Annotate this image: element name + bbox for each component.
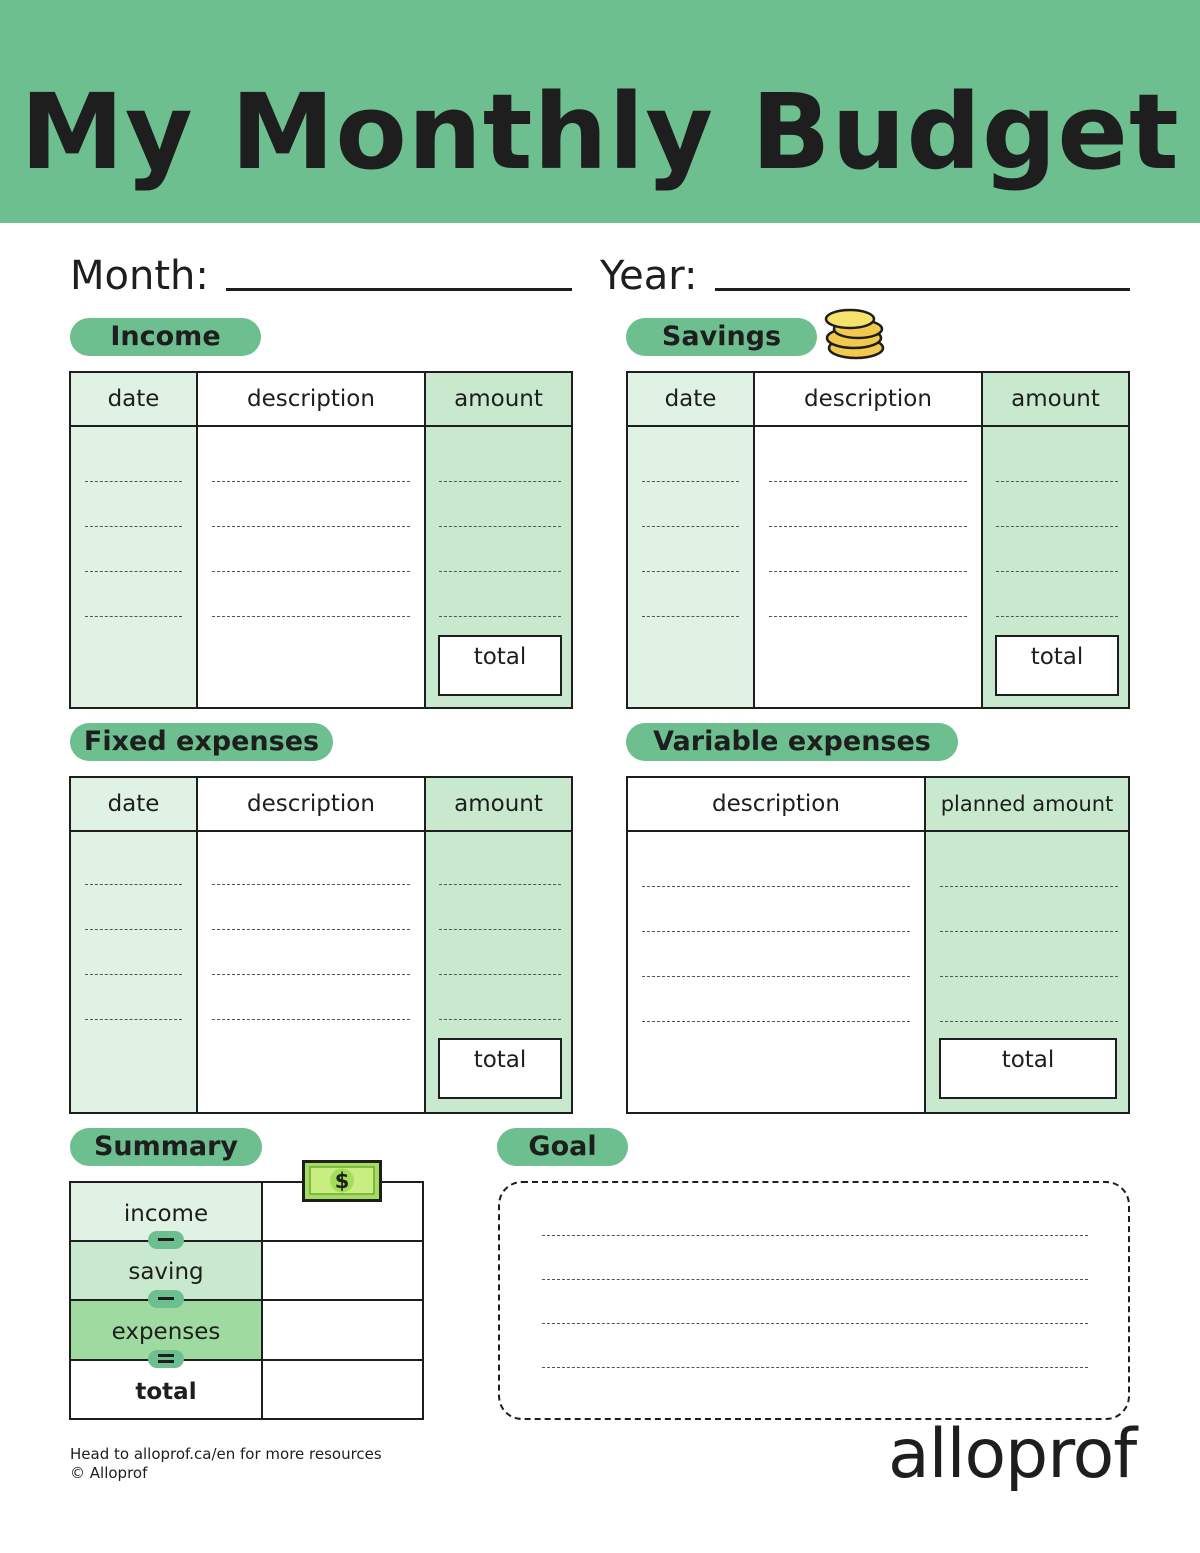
- summary-section-label: Summary: [70, 1128, 262, 1166]
- entry-line: [940, 976, 1118, 977]
- entry-line: [642, 931, 910, 932]
- entry-line: [769, 526, 967, 527]
- savings-date-header: date: [628, 373, 753, 427]
- entry-line: [940, 886, 1118, 887]
- income-amount-column[interactable]: [424, 373, 571, 707]
- entry-line: [439, 884, 561, 885]
- footer-resources-link[interactable]: Head to alloprof.ca/en for more resources: [70, 1445, 382, 1463]
- entry-line: [439, 1019, 561, 1020]
- entry-line: [85, 571, 182, 572]
- entry-line: [642, 616, 739, 617]
- dollar-bill-icon: [302, 1160, 382, 1202]
- fixed-expenses-section-label: Fixed expenses: [70, 723, 333, 761]
- row-divider: [263, 1299, 422, 1301]
- minus-operator-icon: [148, 1290, 184, 1308]
- income-amount-header: amount: [426, 373, 571, 427]
- savings-amount-header: amount: [983, 373, 1128, 427]
- entry-line: [439, 616, 561, 617]
- entry-line: [85, 481, 182, 482]
- fixed-amount-header: amount: [426, 778, 571, 832]
- fixed-description-column[interactable]: [196, 778, 424, 1112]
- variable-description-header: description: [628, 778, 924, 832]
- entry-line: [996, 616, 1118, 617]
- dollar-symbol: $: [334, 1169, 350, 1193]
- entry-line: [212, 481, 410, 482]
- goal-line: [542, 1279, 1088, 1280]
- entry-line: [85, 929, 182, 930]
- income-section-label: Income: [70, 318, 261, 356]
- minus-operator-icon: [148, 1231, 184, 1249]
- entry-line: [642, 481, 739, 482]
- entry-line: [212, 616, 410, 617]
- income-date-column[interactable]: [71, 373, 196, 707]
- summary-expenses-row: expenses: [71, 1301, 261, 1361]
- entry-line: [85, 526, 182, 527]
- variable-planned-amount-header: planned amount: [926, 778, 1128, 832]
- entry-line: [996, 526, 1118, 527]
- entry-line: [439, 526, 561, 527]
- variable-total-box[interactable]: total: [939, 1038, 1117, 1099]
- fixed-total-box[interactable]: total: [438, 1038, 562, 1099]
- entry-line: [940, 931, 1118, 932]
- entry-line: [439, 481, 561, 482]
- fixed-date-header: date: [71, 778, 196, 832]
- entry-line: [85, 884, 182, 885]
- entry-line: [642, 571, 739, 572]
- entry-line: [769, 616, 967, 617]
- goal-line: [542, 1367, 1088, 1368]
- income-description-column[interactable]: [196, 373, 424, 707]
- savings-section-label: Savings: [626, 318, 817, 356]
- month-label: Month:: [70, 253, 209, 299]
- entry-line: [769, 571, 967, 572]
- fixed-date-column[interactable]: [71, 778, 196, 1112]
- alloprof-logo: alloprof: [888, 1415, 1137, 1494]
- equals-operator-icon: [148, 1350, 184, 1368]
- fixed-amount-column[interactable]: [424, 778, 571, 1112]
- year-field[interactable]: [715, 288, 1130, 291]
- income-total-box[interactable]: total: [438, 635, 562, 696]
- savings-date-column[interactable]: [628, 373, 753, 707]
- savings-amount-column[interactable]: [981, 373, 1128, 707]
- goal-line: [542, 1323, 1088, 1324]
- entry-line: [996, 571, 1118, 572]
- row-divider: [263, 1240, 422, 1242]
- entry-line: [769, 481, 967, 482]
- entry-line: [212, 1019, 410, 1020]
- goal-line: [542, 1235, 1088, 1236]
- entry-line: [642, 1021, 910, 1022]
- fixed-expenses-table: [69, 776, 573, 1114]
- summary-total-row: total: [71, 1361, 261, 1418]
- entry-line: [439, 974, 561, 975]
- entry-line: [212, 929, 410, 930]
- variable-expenses-section-label: Variable expenses: [626, 723, 958, 761]
- entry-line: [212, 884, 410, 885]
- variable-description-column[interactable]: [628, 778, 924, 1112]
- variable-expenses-table: [626, 776, 1130, 1114]
- income-table: [69, 371, 573, 709]
- entry-line: [85, 1019, 182, 1020]
- savings-table: [626, 371, 1130, 709]
- page-title: My Monthly Budget: [20, 71, 1180, 193]
- entry-line: [212, 526, 410, 527]
- entry-line: [439, 929, 561, 930]
- income-date-header: date: [71, 373, 196, 427]
- entry-line: [212, 974, 410, 975]
- footer: [70, 1445, 382, 1483]
- entry-line: [996, 481, 1118, 482]
- savings-total-box[interactable]: total: [995, 635, 1119, 696]
- entry-line: [642, 976, 910, 977]
- fixed-description-header: description: [198, 778, 424, 832]
- month-field[interactable]: [226, 288, 572, 291]
- income-description-header: description: [198, 373, 424, 427]
- summary-income-row: income: [71, 1183, 261, 1242]
- entry-line: [85, 616, 182, 617]
- summary-saving-row: saving: [71, 1242, 261, 1301]
- entry-line: [439, 571, 561, 572]
- summary-values-column[interactable]: [261, 1183, 422, 1418]
- variable-planned-amount-column[interactable]: [924, 778, 1128, 1112]
- entry-line: [642, 886, 910, 887]
- savings-description-column[interactable]: [753, 373, 981, 707]
- goal-section-label: Goal: [497, 1128, 628, 1166]
- summary-table: [69, 1181, 424, 1420]
- entry-line: [85, 974, 182, 975]
- year-label: Year:: [600, 253, 698, 299]
- savings-description-header: description: [755, 373, 981, 427]
- coins-icon: [824, 306, 886, 362]
- entry-line: [212, 571, 410, 572]
- row-divider: [263, 1359, 422, 1361]
- entry-line: [940, 1021, 1118, 1022]
- footer-copyright: © Alloprof: [70, 1464, 148, 1482]
- entry-line: [642, 526, 739, 527]
- goal-box[interactable]: [498, 1181, 1130, 1420]
